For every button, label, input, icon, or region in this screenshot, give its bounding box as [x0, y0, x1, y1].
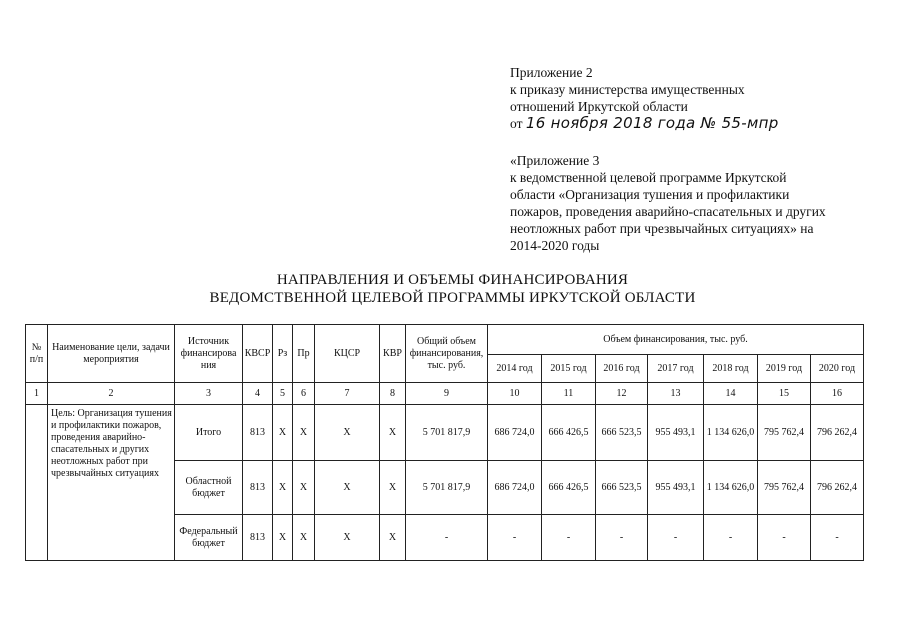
col-number: 3 — [175, 383, 243, 405]
pr-cell: Х — [293, 515, 315, 561]
year-2019-cell: - — [758, 515, 811, 561]
year-2017-cell: 955 493,1 — [648, 461, 704, 515]
col-number: 2 — [48, 383, 175, 405]
kvr-cell: Х — [380, 461, 406, 515]
year-2016-cell: - — [596, 515, 648, 561]
year-2018-cell: 1 134 626,0 — [704, 461, 758, 515]
appendix-3-line: пожаров, проведения аварийно-спасательных и других — [510, 204, 826, 219]
kvsr-cell: 813 — [243, 461, 273, 515]
year-2016-cell: 666 523,5 — [596, 405, 648, 461]
document-title-line-1: НАПРАВЛЕНИЯ И ОБЪЕМЫ ФИНАНСИРОВАНИЯ — [276, 272, 629, 288]
header-year: 2016 год — [596, 355, 648, 383]
kvsr-cell: 813 — [243, 515, 273, 561]
year-2020-cell: - — [811, 515, 864, 561]
col-number: 1 — [26, 383, 48, 405]
source-cell: Федеральный бюджет — [175, 515, 243, 561]
year-2015-cell: - — [542, 515, 596, 561]
year-2020-cell: 796 262,4 — [811, 461, 864, 515]
row-number-cell — [26, 405, 48, 561]
year-2018-cell: 1 134 626,0 — [704, 405, 758, 461]
rz-cell: Х — [273, 405, 293, 461]
header-rz: Рз — [273, 325, 293, 383]
goal-cell: Цель: Организация тушения и профилактики пожаров, проведения аварийно-спасательных и других неотложных работ при чрезвычайных ситуациях — [48, 405, 175, 561]
year-2020-cell: 796 262,4 — [811, 405, 864, 461]
year-2016-cell: 666 523,5 — [596, 461, 648, 515]
year-2014-cell: 686 724,0 — [488, 405, 542, 461]
header-name: Наименование цели, задачи мероприятия — [48, 325, 175, 383]
year-2019-cell: 795 762,4 — [758, 461, 811, 515]
col-number: 5 — [273, 383, 293, 405]
year-2018-cell: - — [704, 515, 758, 561]
header-num: № п/п — [26, 325, 48, 383]
header-source: Источник финансирова ния — [175, 325, 243, 383]
col-number: 6 — [293, 383, 315, 405]
col-number: 11 — [542, 383, 596, 405]
col-number: 8 — [380, 383, 406, 405]
header-total: Общий объем финансирования, тыс. руб. — [406, 325, 488, 383]
header-kvsr: КВСР — [243, 325, 273, 383]
appendix-3-header — [510, 152, 890, 254]
col-number: 9 — [406, 383, 488, 405]
kcsr-cell: Х — [315, 515, 380, 561]
col-number: 4 — [243, 383, 273, 405]
handwritten-date-number: 16 ноября 2018 года № 55-мпр — [525, 114, 779, 132]
year-2019-cell: 795 762,4 — [758, 405, 811, 461]
header-year: 2020 год — [811, 355, 864, 383]
col-number: 13 — [648, 383, 704, 405]
col-number: 7 — [315, 383, 380, 405]
header-volume: Объем финансирования, тыс. руб. — [488, 325, 864, 355]
kcsr-cell: Х — [315, 405, 380, 461]
appendix-2-ministry-line: отношений Иркутской области — [510, 99, 688, 114]
appendix-2-order-line: к приказу министерства имущественных — [510, 82, 745, 97]
source-cell: Областной бюджет — [175, 461, 243, 515]
col-number: 14 — [704, 383, 758, 405]
col-number: 12 — [596, 383, 648, 405]
header-year: 2015 год — [542, 355, 596, 383]
table-row-total — [26, 405, 864, 461]
document-title-line-2: ВЕДОМСТВЕННОЙ ЦЕЛЕВОЙ ПРОГРАММЫ ИРКУТСКОЙ ОБЛАСТИ — [209, 290, 696, 306]
header-year: 2017 год — [648, 355, 704, 383]
year-2017-cell: 955 493,1 — [648, 405, 704, 461]
appendix-3-line: 2014-2020 годы — [510, 238, 600, 253]
kvr-cell: Х — [380, 515, 406, 561]
kvsr-cell: 813 — [243, 405, 273, 461]
rz-cell: Х — [273, 461, 293, 515]
header-kvr: КВР — [380, 325, 406, 383]
year-2017-cell: - — [648, 515, 704, 561]
appendix-3-line: неотложных работ при чрезвычайных ситуациях» на — [510, 221, 814, 236]
header-year: 2018 год — [704, 355, 758, 383]
appendix-2-line: Приложение 2 — [510, 65, 593, 80]
kvr-cell: Х — [380, 405, 406, 461]
year-2014-cell: - — [488, 515, 542, 561]
col-number: 16 — [811, 383, 864, 405]
column-number-row — [26, 383, 864, 405]
year-2014-cell: 686 724,0 — [488, 461, 542, 515]
header-kcsr: КЦСР — [315, 325, 380, 383]
appendix-2-header — [510, 64, 890, 132]
total-cell: - — [406, 515, 488, 561]
from-prefix: от — [510, 116, 523, 131]
header-year: 2019 год — [758, 355, 811, 383]
col-number: 10 — [488, 383, 542, 405]
financing-table — [25, 324, 864, 561]
kcsr-cell: Х — [315, 461, 380, 515]
header-year: 2014 год — [488, 355, 542, 383]
col-number: 15 — [758, 383, 811, 405]
source-cell: Итого — [175, 405, 243, 461]
appendix-3-line: «Приложение 3 — [510, 153, 600, 168]
total-cell: 5 701 817,9 — [406, 461, 488, 515]
appendix-3-line: к ведомственной целевой программе Иркутской — [510, 170, 787, 185]
header-pr: Пр — [293, 325, 315, 383]
appendix-2-date-line — [510, 115, 890, 132]
total-cell: 5 701 817,9 — [406, 405, 488, 461]
rz-cell: Х — [273, 515, 293, 561]
pr-cell: Х — [293, 461, 315, 515]
appendix-3-line: области «Организация тушения и профилактики — [510, 187, 790, 202]
pr-cell: Х — [293, 405, 315, 461]
year-2015-cell: 666 426,5 — [542, 461, 596, 515]
year-2015-cell: 666 426,5 — [542, 405, 596, 461]
